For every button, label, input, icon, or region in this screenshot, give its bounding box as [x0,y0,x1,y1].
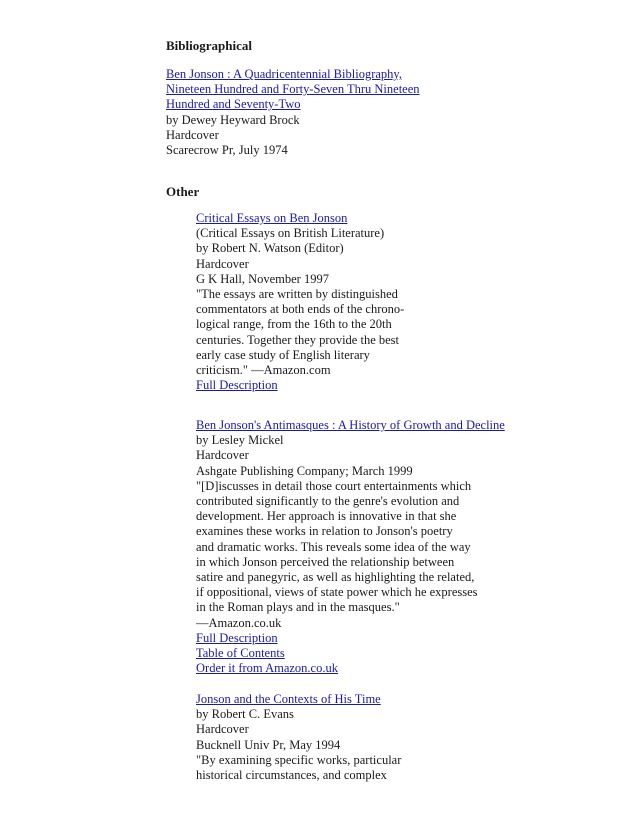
entry-line: Hardcover [196,722,249,737]
section-heading-other: Other [166,184,200,199]
entry-line: historical circumstances, and complex [196,768,387,783]
entry-line: by Robert C. Evans [196,707,294,722]
entry-line: examines these works in relation to Jonson's poetry [196,524,453,539]
entry-line: "[D]iscusses in detail those court entertainments which [196,478,472,493]
entry-title-link[interactable]: Ben Jonson : A Quadricentennial Bibliography, [166,67,402,81]
entry-line: early case study of English literary [196,347,370,362]
entry-line: criticism." —Amazon.com [196,363,331,378]
entry-title-link[interactable]: Hundred and Seventy-Two [166,97,301,112]
entry-line: Hardcover [196,448,249,463]
entry-line: by Lesley Mickel [196,433,284,448]
entry-title-link[interactable]: Nineteen Hundred and Forty-Seven Thru Nineteen [166,82,420,97]
full-description-link[interactable]: Full Description [196,378,278,393]
full-description-link[interactable]: Full Description [196,630,278,645]
entry-title-link[interactable]: Jonson and the Contexts of His Time [196,692,381,706]
entry-line: and dramatic works. This reveals some idea of the way [196,539,471,554]
entry-line: (Critical Essays on British Literature) [196,226,385,241]
entry-line: by Robert N. Watson (Editor) [196,241,344,256]
other-entry [196,692,401,783]
entry-line: —Amazon.co.uk [196,615,282,630]
entry-line: Hardcover [196,256,249,271]
entry-line: if oppositional, views of state power which he expresses [196,585,478,600]
entry-line: centuries. Together they provide the best [196,332,399,347]
other-entry [196,418,505,676]
entry-line: logical range, from the 16th to the 20th [196,317,392,332]
entry-line: "By examining specific works, particular [196,752,402,767]
entry-format: Hardcover [166,127,219,142]
table-of-contents-link[interactable]: Table of Contents [196,646,285,661]
entry-title-link[interactable]: Ben Jonson's Antimasques : A History of Growth and Decline [196,418,505,432]
entry-line: commentators at both ends of the chrono- [196,302,405,317]
entry-author: by Dewey Heyward Brock [166,112,300,127]
entry-publisher: Scarecrow Pr, July 1974 [166,143,288,158]
entry-line: in the Roman plays and in the masques." [196,600,400,615]
entry-line: Ashgate Publishing Company; March 1999 [196,463,413,478]
order-amazon-link[interactable]: Order it from Amazon.co.uk [196,661,338,676]
entry-line: Bucknell Univ Pr, May 1994 [196,737,341,752]
entry-line: "The essays are written by distinguished [196,287,398,302]
entry-line: contributed significantly to the genre's evolution and [196,494,460,509]
entry-line: satire and panegyric, as well as highlighting the related, [196,570,475,585]
other-entry [196,211,404,393]
entry-line: in which Jonson perceived the relationship between [196,554,455,569]
entry-title-link[interactable]: Critical Essays on Ben Jonson [196,211,348,225]
section-heading-bibliographical: Bibliographical [166,38,252,53]
entry-line: development. Her approach is innovative in that she [196,509,457,524]
bibliographical-entry [166,67,420,158]
entry-line: G K Hall, November 1997 [196,271,329,286]
